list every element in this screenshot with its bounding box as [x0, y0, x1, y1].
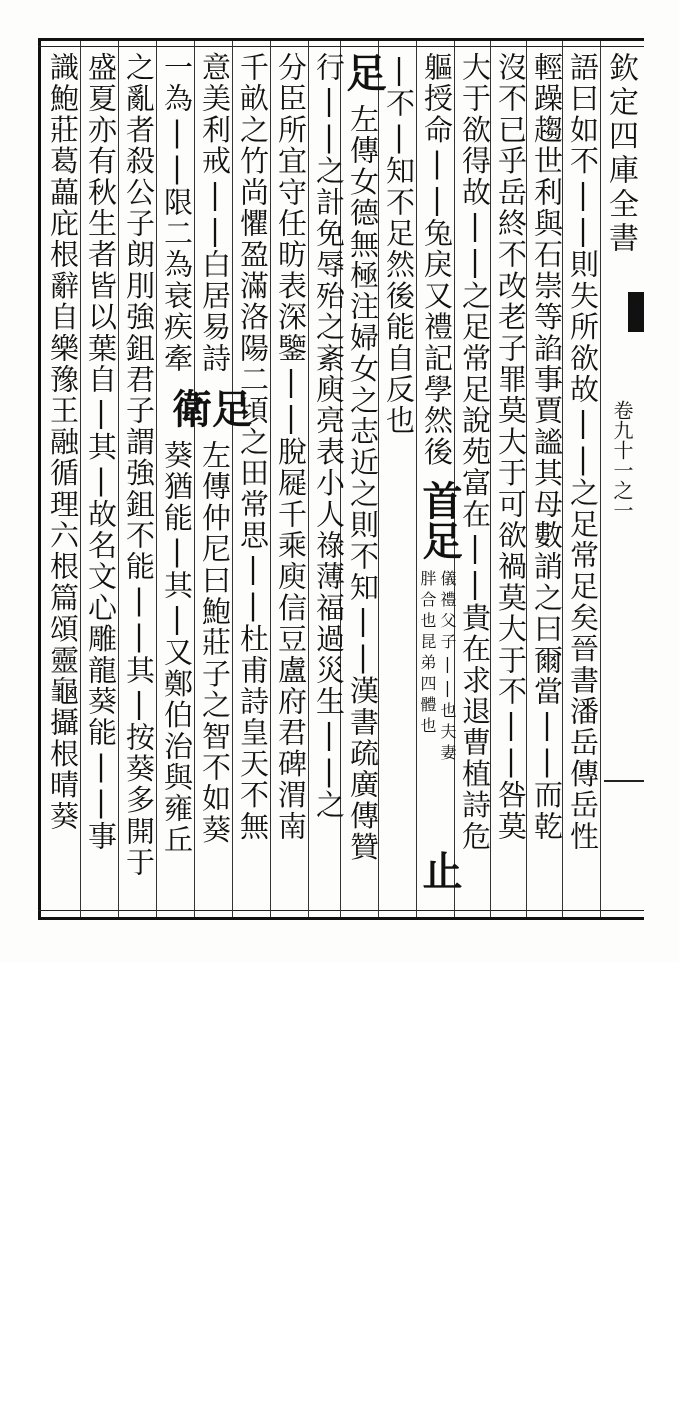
column-divider	[308, 41, 309, 917]
text-column-9: 分臣所宜守任昉表深鑒||脫屣千乘庾信豆盧府君碑渭南	[274, 52, 308, 842]
frame-top-rule	[38, 46, 644, 47]
margin-fishtail-block	[628, 292, 644, 332]
column-divider	[194, 41, 195, 917]
column-divider	[232, 41, 233, 917]
text-column-15: 識鮑莊葛藟庇根辭自樂豫王融循理六根篇頌靈龜攝根晴葵	[46, 52, 80, 832]
text-column-6: |不|知不足然後能自反也	[382, 52, 416, 437]
margin-title: 欽定四庫全書	[603, 52, 638, 256]
column-divider	[156, 41, 157, 917]
text-column-1: 語曰如不||則失所欲故||之足常足矣晉書潘岳傳岳性	[566, 52, 600, 852]
text-column-12-upper: 一為||限二為衰疾牽	[160, 52, 194, 374]
column-divider	[118, 41, 119, 917]
text-column-8: 行||之計免辱殆之紊庾亮表小人祿薄福過災生||之	[312, 52, 346, 821]
text-column-13: 之亂者殺公子朗刖強鉏君子謂強鉏不能||其|按葵多開于	[122, 52, 156, 879]
text-column-14: 盛夏亦有秋生者皆以葉自|其|故名文心雕龍葵能||事	[84, 52, 118, 852]
text-column-5-lower-right: 儀禮父子||也夫妻	[438, 570, 457, 765]
text-column-11-lower: 左傳仲尼曰鮑莊子之智不如葵	[198, 440, 232, 846]
column-divider	[270, 41, 271, 917]
text-column-5-lower-left: 胖合也昆弟四體也	[418, 570, 437, 738]
marker-zhi: 止	[416, 850, 463, 890]
marker-wei-zu: 衛足	[172, 386, 252, 433]
text-column-12-lower: 葵猶能|其|又鄭伯治與雍丘	[160, 440, 194, 856]
margin-rule	[604, 780, 644, 782]
text-column-10: 千畝之竹尚懼盈滿洛陽二頃之田常思||杜甫詩皇天不無	[236, 52, 270, 842]
text-column-3: 沒不已乎岳終不改老子罪莫大于可欲禍莫大于不||咎莫	[494, 52, 528, 842]
marker-zu: 足	[340, 52, 387, 92]
text-column-7: 左傳女德無極注婦女之志近之則不知||漢書疏廣傳贊	[346, 104, 380, 863]
frame-bottom-rule	[38, 910, 644, 911]
text-column-11-upper: 意美利戒||白居易詩	[198, 52, 232, 374]
text-column-2: 輕躁趨世利與石崇等諂事賈謐其母數誚之曰爾當||而乾	[530, 52, 564, 842]
text-column-4: 大于欲得故||之足常足說苑富在||貴在求退曹植詩危	[458, 52, 492, 852]
marker-shou-zu: 首足	[416, 480, 463, 560]
margin-volume: 卷九十一之一	[610, 400, 634, 520]
column-divider	[80, 41, 81, 917]
text-column-5-upper: 軀授命||兔戾又禮記學然後	[420, 52, 454, 468]
column-divider	[416, 41, 417, 917]
